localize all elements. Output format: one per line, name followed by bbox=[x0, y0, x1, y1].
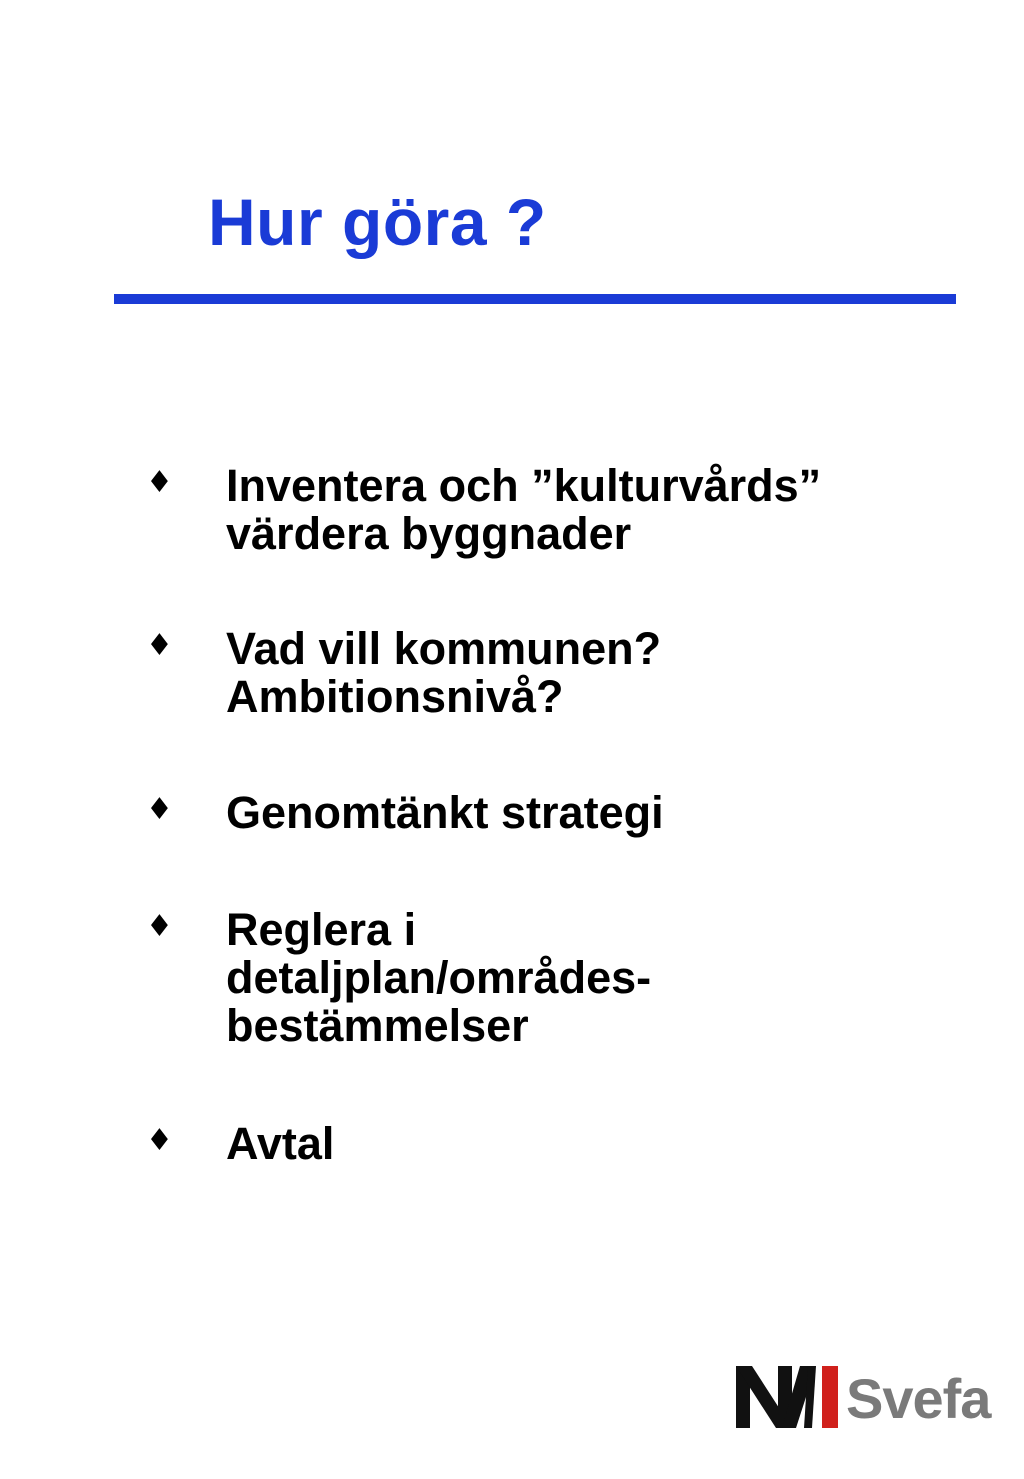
bullet-text bbox=[226, 625, 956, 721]
diamond-bullet-icon: ♦ bbox=[146, 792, 173, 827]
diamond-bullet-icon: ♦ bbox=[146, 628, 173, 663]
bullet-line: Genomtänkt strategi bbox=[226, 787, 664, 838]
nai-svefa-logo bbox=[734, 1364, 1004, 1430]
bullet-text bbox=[226, 1120, 956, 1168]
bullet-text bbox=[226, 462, 956, 558]
bullet-line: Ambitionsnivå? bbox=[226, 671, 564, 722]
diamond-bullet-icon: ♦ bbox=[146, 909, 173, 944]
diamond-bullet-icon: ♦ bbox=[146, 1123, 173, 1158]
nai-logo-mark-icon bbox=[734, 1364, 840, 1430]
bullet-line: Reglera i bbox=[226, 904, 417, 955]
bullet-text bbox=[226, 906, 956, 1050]
logo-wordmark: Svefa bbox=[846, 1367, 991, 1430]
bullet-line: värdera byggnader bbox=[226, 508, 632, 559]
bullet-line: Avtal bbox=[226, 1118, 335, 1169]
bullet-line: bestämmelser bbox=[226, 1000, 529, 1051]
bullet-text bbox=[226, 789, 956, 837]
bullet-line: Inventera och ”kulturvårds” bbox=[226, 460, 822, 511]
page-title: Hur göra ? bbox=[208, 185, 547, 259]
diamond-bullet-icon: ♦ bbox=[146, 465, 173, 500]
bullet-line: Vad vill kommunen? bbox=[226, 623, 662, 674]
title-divider bbox=[114, 294, 956, 304]
bullet-line: detaljplan/områdes- bbox=[226, 952, 652, 1003]
